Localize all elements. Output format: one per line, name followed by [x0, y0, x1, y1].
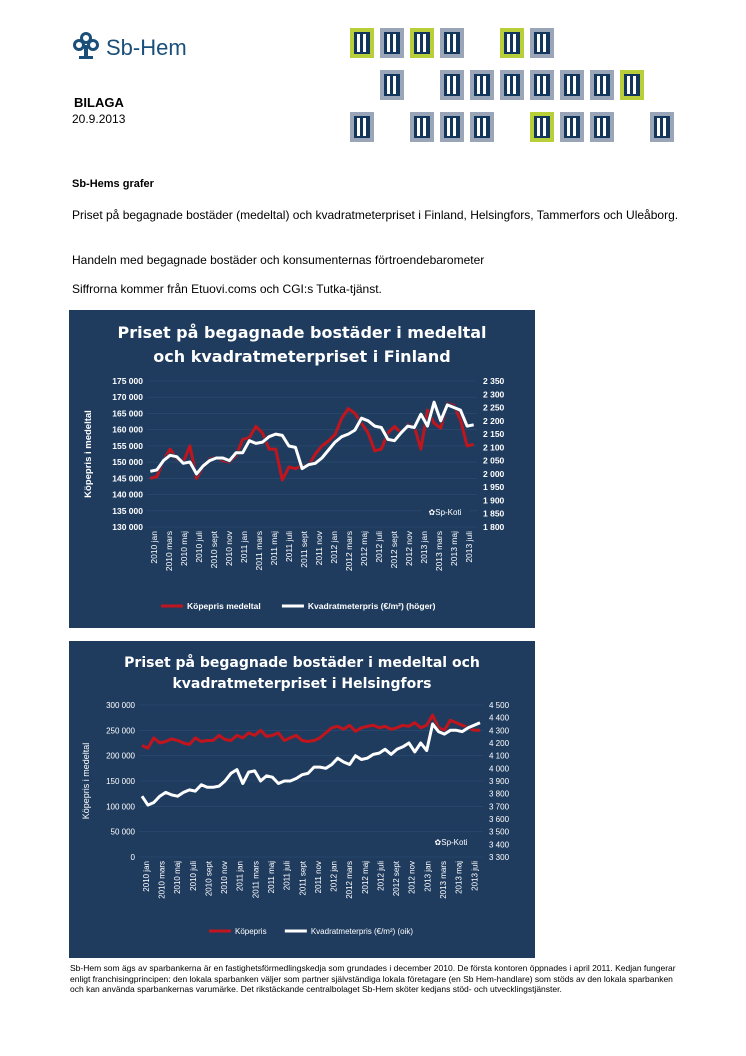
x-tick-label: 2010 nov — [223, 531, 234, 566]
y-tick-label: 140 000 — [112, 489, 143, 500]
svg-text:✿Sp-Koti: ✿Sp-Koti — [434, 838, 468, 847]
chart-title: Priset på begagnade bostäder i medeltal — [117, 323, 487, 342]
x-tick-label: 2010 juli — [188, 861, 198, 891]
y-tick-label: 165 000 — [112, 408, 143, 419]
sp-koti-watermark — [421, 505, 469, 519]
x-tick-label: 2013 maj — [454, 861, 464, 894]
x-tick-label: 2013 jan — [423, 861, 433, 892]
y-tick-label: 155 000 — [112, 440, 143, 451]
x-tick-label: 2010 sept — [208, 531, 219, 569]
x-tick-label: 2013 maj — [448, 531, 459, 566]
x-tick-label: 2013 mars — [433, 531, 444, 572]
y2-tick-label: 3 300 — [489, 853, 510, 862]
y-tick-label: 200 000 — [106, 751, 135, 761]
x-tick-label: 2011 mars — [251, 861, 261, 899]
section-title: Sb-Hems grafer — [72, 178, 154, 190]
window-shape — [440, 70, 464, 100]
source-paragraph: Siffrorna kommer från Etuovi.coms och CGI:s Tutka-tjänst. — [72, 282, 382, 296]
x-tick-label: 2011 maj — [268, 531, 279, 566]
legend-label: Kvadratmeterpris (€/m²) (höger) — [307, 601, 436, 611]
window-shape — [560, 70, 584, 100]
chart-title: och kvadratmeterpriset i Finland — [153, 347, 451, 366]
window-shape — [530, 112, 554, 142]
intro-paragraph: Priset på begagnade bostäder (medeltal) och kvadratmeterpriset i Finland, Helsingfors, Tammerfors och Uleåborg. — [72, 208, 679, 222]
x-tick-label: 2013 mars — [439, 861, 449, 899]
window-shape — [500, 70, 524, 100]
x-tick-label: 2011 nov — [313, 531, 324, 566]
x-tick-label: 2011 jan — [235, 861, 245, 892]
x-tick-label: 2010 mars — [163, 531, 174, 572]
x-tick-label: 2011 sept — [298, 861, 308, 896]
x-tick-label: 2013 juli — [463, 531, 474, 563]
y2-tick-label: 4 200 — [489, 739, 510, 748]
y-tick-label: 300 000 — [106, 701, 135, 710]
window-shape — [500, 28, 524, 58]
y2-tick-label: 2 200 — [483, 415, 505, 426]
window-shape — [440, 112, 464, 142]
y2-tick-label: 3 800 — [489, 789, 510, 799]
window-shape — [590, 112, 614, 142]
x-tick-label: 2011 nov — [313, 861, 323, 894]
x-tick-label: 2010 jan — [148, 531, 159, 564]
window-shape — [470, 70, 494, 100]
y-tick-label: 250 000 — [106, 726, 135, 736]
y-tick-label: 150 000 — [106, 777, 135, 786]
document-date: 20.9.2013 — [72, 112, 126, 126]
y-tick-label: 175 000 — [112, 376, 143, 386]
y-tick-label: 150 000 — [112, 457, 143, 468]
legend-label: Kvadratmeterpris (€/m²) (oik) — [310, 927, 414, 936]
x-tick-label: 2011 juli — [283, 531, 294, 563]
y2-tick-label: 2 050 — [483, 455, 505, 466]
y-tick-label: 130 000 — [112, 522, 143, 532]
y2-tick-label: 3 500 — [489, 827, 510, 837]
x-tick-label: 2010 maj — [173, 861, 183, 894]
y-tick-label: 50 000 — [110, 827, 135, 837]
x-tick-label: 2013 juli — [470, 861, 480, 891]
y2-tick-label: 2 150 — [483, 429, 505, 440]
x-tick-label: 2012 jan — [329, 861, 339, 892]
x-tick-label: 2011 sept — [298, 531, 309, 568]
y2-tick-label: 1 950 — [483, 482, 505, 493]
x-tick-label: 2012 jan — [328, 531, 339, 564]
y2-tick-label: 1 850 — [483, 508, 505, 519]
window-shape — [530, 70, 554, 100]
y2-tick-label: 2 350 — [483, 376, 505, 386]
y2-tick-label: 4 100 — [489, 751, 510, 761]
finland-price-chart — [69, 310, 535, 628]
window-shape — [350, 28, 374, 58]
x-tick-label: 2012 juli — [376, 861, 386, 891]
x-tick-label: 2010 jan — [141, 861, 151, 892]
y-tick-label: 0 — [130, 853, 135, 862]
y-axis-label: Köpepris i medeltal — [81, 742, 91, 820]
window-shape — [380, 70, 404, 100]
y2-tick-label: 3 600 — [489, 815, 510, 824]
x-tick-label: 2013 jan — [418, 531, 429, 564]
window-shape — [560, 112, 584, 142]
y-tick-label: 135 000 — [112, 505, 143, 516]
x-tick-label: 2010 nov — [220, 861, 230, 894]
y2-tick-label: 4 400 — [489, 713, 510, 723]
window-shape — [530, 28, 554, 58]
y2-tick-label: 2 300 — [483, 389, 505, 400]
y2-tick-label: 4 300 — [489, 726, 510, 736]
sp-koti-watermark — [427, 835, 475, 849]
window-shape — [440, 28, 464, 58]
y2-tick-label: 4 500 — [489, 701, 510, 710]
chart-title: kvadratmeterpriset i Helsingfors — [172, 676, 432, 692]
brand-name: Sb-Hem — [106, 35, 187, 60]
y-tick-label: 145 000 — [112, 473, 143, 484]
y2-tick-label: 3 700 — [489, 802, 510, 812]
x-tick-label: 2010 sept — [204, 861, 214, 897]
x-tick-label: 2012 mars — [345, 861, 355, 899]
x-tick-label: 2011 juli — [282, 861, 292, 891]
window-shape — [470, 112, 494, 142]
y2-tick-label: 2 250 — [483, 402, 505, 413]
y2-tick-label: 2 100 — [483, 442, 505, 453]
y2-tick-label: 4 000 — [489, 764, 510, 774]
window-shape — [410, 28, 434, 58]
window-shape — [380, 28, 404, 58]
chart-title: Priset på begagnade bostäder i medeltal och — [124, 655, 480, 671]
trade-paragraph: Handeln med begagnade bostäder och konsumenternas förtroendebarometer — [72, 253, 485, 267]
x-tick-label: 2010 juli — [193, 531, 204, 563]
y2-tick-label: 3 900 — [489, 777, 510, 786]
helsinki-price-chart — [69, 641, 535, 958]
y-tick-label: 100 000 — [106, 802, 135, 812]
legend-label: Köpepris medeltal — [187, 601, 261, 611]
x-tick-label: 2011 jan — [238, 531, 249, 563]
x-tick-label: 2011 maj — [267, 861, 277, 894]
x-tick-label: 2012 nov — [403, 531, 414, 566]
x-tick-label: 2012 juli — [373, 531, 384, 563]
legend-label: Köpepris — [235, 927, 267, 936]
x-tick-label: 2012 sept — [392, 861, 402, 897]
x-tick-label: 2010 maj — [178, 531, 189, 566]
svg-text:✿Sp-Koti: ✿Sp-Koti — [428, 508, 462, 517]
x-tick-label: 2010 mars — [157, 861, 167, 899]
x-tick-label: 2012 maj — [358, 531, 369, 566]
window-shape — [650, 112, 674, 142]
y-tick-label: 160 000 — [112, 424, 143, 435]
window-shape — [590, 70, 614, 100]
y-tick-label: 170 000 — [112, 392, 143, 403]
decorative-windows-graphic — [346, 24, 686, 154]
x-tick-label: 2012 maj — [360, 861, 370, 894]
window-shape — [410, 112, 434, 142]
y2-tick-label: 1 900 — [483, 495, 505, 506]
x-tick-label: 2012 nov — [407, 861, 417, 894]
y2-tick-label: 2 000 — [483, 468, 505, 479]
window-shape — [350, 112, 374, 142]
x-tick-label: 2012 mars — [343, 531, 354, 572]
y-axis-label: Köpepris i medeltal — [83, 410, 94, 498]
bilaga-label: BILAGA — [74, 95, 124, 110]
y2-tick-label: 3 400 — [489, 840, 510, 850]
x-tick-label: 2011 mars — [253, 531, 264, 571]
x-tick-label: 2012 sept — [388, 531, 399, 569]
y2-tick-label: 1 800 — [483, 522, 505, 532]
footer-text: Sb-Hem som ägs av sparbankerna är en fastighetsförmedlingskedja som grundades i december 2010. De första kontoren öppnades i april 2011. Kedjan fungerar enligt franchisingprincipen: den lokala sparbanken väljer som partner självständiga lokala företagare (en Sb Hem-handlare) som stöds av den lokala sparbanken och kan använda sparbankernas varumärke. Det rikstäckande centralbolaget Sb-Hem sköter kedjans stöd- och utvecklingstjänster. — [70, 963, 676, 994]
window-shape — [620, 70, 644, 100]
